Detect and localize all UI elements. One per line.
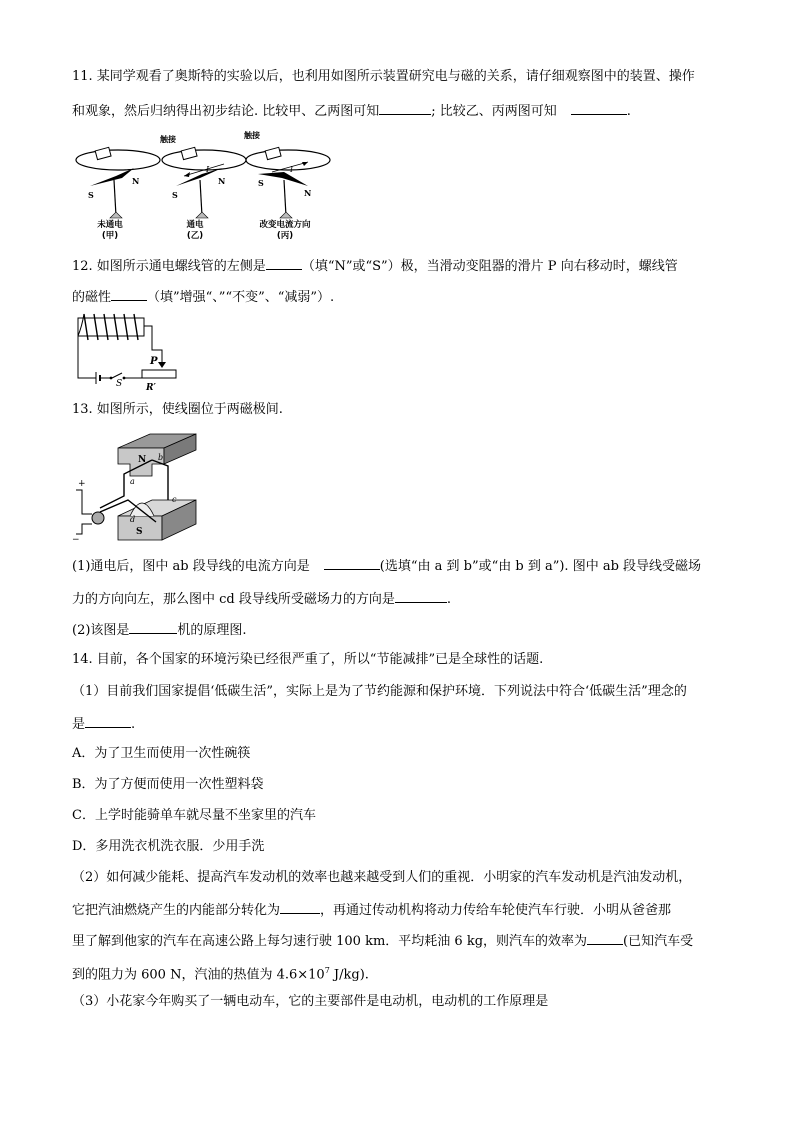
fig-s-pole: S	[136, 527, 143, 537]
fig-s-bing: S	[258, 178, 264, 188]
q12-figure	[72, 310, 182, 392]
fig-s-jia: S	[88, 190, 94, 200]
q14-blank-1[interactable]	[85, 714, 131, 728]
q13-p2: 力的方向向左，那么图中 cd 段导线所受磁场力的方向是 .	[72, 589, 451, 609]
figure-bing	[244, 130, 330, 218]
q11-blank-2[interactable]	[571, 101, 627, 115]
fig-p-label: P	[150, 356, 158, 367]
fig-minus: −	[72, 535, 80, 545]
q11-line1: 11. 某同学观看了奥斯特的实验以后，也利用如图所示装置研究电与磁的关系，请仔细观察图中的装置、操作	[72, 69, 695, 84]
q13-blank-1[interactable]	[324, 556, 380, 570]
figure-jia	[76, 147, 160, 218]
q14-line1: 14. 目前，各个国家的环境污染已经很严重了，所以“节能减排”已是全球性的话题.	[72, 652, 544, 667]
cap-yi: 通电 (乙)	[186, 220, 204, 241]
q14-option-c: C．上学时能骑单车就尽量不坐家里的汽车	[72, 808, 316, 823]
q14-s3: （3）小花家今年购买了一辆电动车，它的主要部件是电动机，电动机的工作原理是	[72, 994, 549, 1009]
fig-touch-bing: 触接	[244, 130, 260, 140]
fig-touch-yi: 触接	[160, 134, 176, 144]
q12-line1: 12. 如图所示通电螺线管的左侧是 （填“N”或“S”）极，当滑动变阻器的滑片 P 向右移动时，螺线管	[72, 256, 678, 276]
q14-s2b: 它把汽油燃烧产生的内能部分转化为 ，再通过传动机构将动力传给车轮使汽车行驶．小明从爸爸那	[72, 900, 671, 920]
fig-r-label: R′	[146, 383, 156, 392]
q14-s2a: （2）如何减少能耗、提高汽车发动机的效率也越来越受到人们的重视．小明家的汽车发动机是汽油发动机，	[72, 870, 692, 885]
fig-s-yi: S	[172, 190, 178, 200]
q13-blank-3[interactable]	[129, 620, 177, 634]
fig-b: b	[158, 453, 164, 462]
q11-text-b: ; 比较乙、丙两图可知	[431, 104, 557, 119]
cap-jia: 未通电 (甲)	[97, 220, 123, 241]
q13-figure	[72, 430, 212, 548]
q13-line1: 13. 如图所示，使线圈位于两磁极间.	[72, 402, 283, 417]
fig-a: a	[130, 477, 135, 486]
fig-c: c	[172, 495, 177, 504]
q13-p1: (1)通电后，图中 ab 段导线的电流方向是 (选填“由 a 到 b”或“由 b 到 a”). 图中 ab 段导线受磁场	[72, 556, 701, 576]
q14-s1a: （1）目前我们国家提倡‘低碳生活”，实际上是为了节约能源和保护环境．下列说法中符合‘低碳生活”理念的	[72, 684, 687, 699]
q11-blank-1[interactable]	[379, 101, 431, 115]
q14-option-d: D．多用洗衣机洗衣服．少用手洗	[72, 839, 265, 854]
q14-option-a: A．为了卫生而使用一次性碗筷	[72, 746, 251, 761]
q14-s2d: 到的阻力为 600 N，汽油的热值为 $4.6\times 10^7$ J/kg).	[72, 966, 369, 983]
q14-blank-3[interactable]	[587, 931, 623, 945]
fig-n-pole: N	[138, 455, 147, 465]
q13-p3: (2)该图是 机的原理图.	[72, 620, 247, 640]
q14-blank-2[interactable]	[280, 900, 320, 914]
fig-n-yi: N	[218, 176, 226, 186]
fig-i-yi: I	[206, 165, 210, 174]
q14-s1b: 是 .	[72, 714, 135, 734]
fig-n-bing: N	[304, 188, 312, 198]
q13-blank-2[interactable]	[395, 589, 447, 603]
fig-i-bing: I	[290, 165, 294, 174]
q11-text-a: 和观象，然后归纳得出初步结论. 比较甲、乙两图可知	[72, 104, 380, 119]
figure-yi	[160, 134, 246, 218]
cap-bing: 改变电流方向 (丙)	[259, 220, 311, 241]
fig-plus: +	[78, 479, 86, 489]
q12-line2: 的磁性 （填”增强“、”“不变”、“减弱”）.	[72, 287, 334, 307]
fig-switch-s: S	[116, 379, 123, 389]
fig-n-jia: N	[132, 176, 140, 186]
q12-blank-1[interactable]	[266, 256, 302, 270]
q12-blank-2[interactable]	[111, 287, 147, 301]
fig-d: d	[130, 515, 136, 524]
q14-option-b: B．为了方便而使用一次性塑料袋	[72, 777, 264, 792]
q11-line2: 和观象，然后归纳得出初步结论. 比较甲、乙两图可知 ; 比较乙、丙两图可知 .	[72, 101, 631, 121]
q14-s2c: 里了解到他家的汽车在高速公路上每匀速行驶 100 km．平均耗油 6 kg，则汽车的效率为 (已知汽车受	[72, 931, 693, 951]
